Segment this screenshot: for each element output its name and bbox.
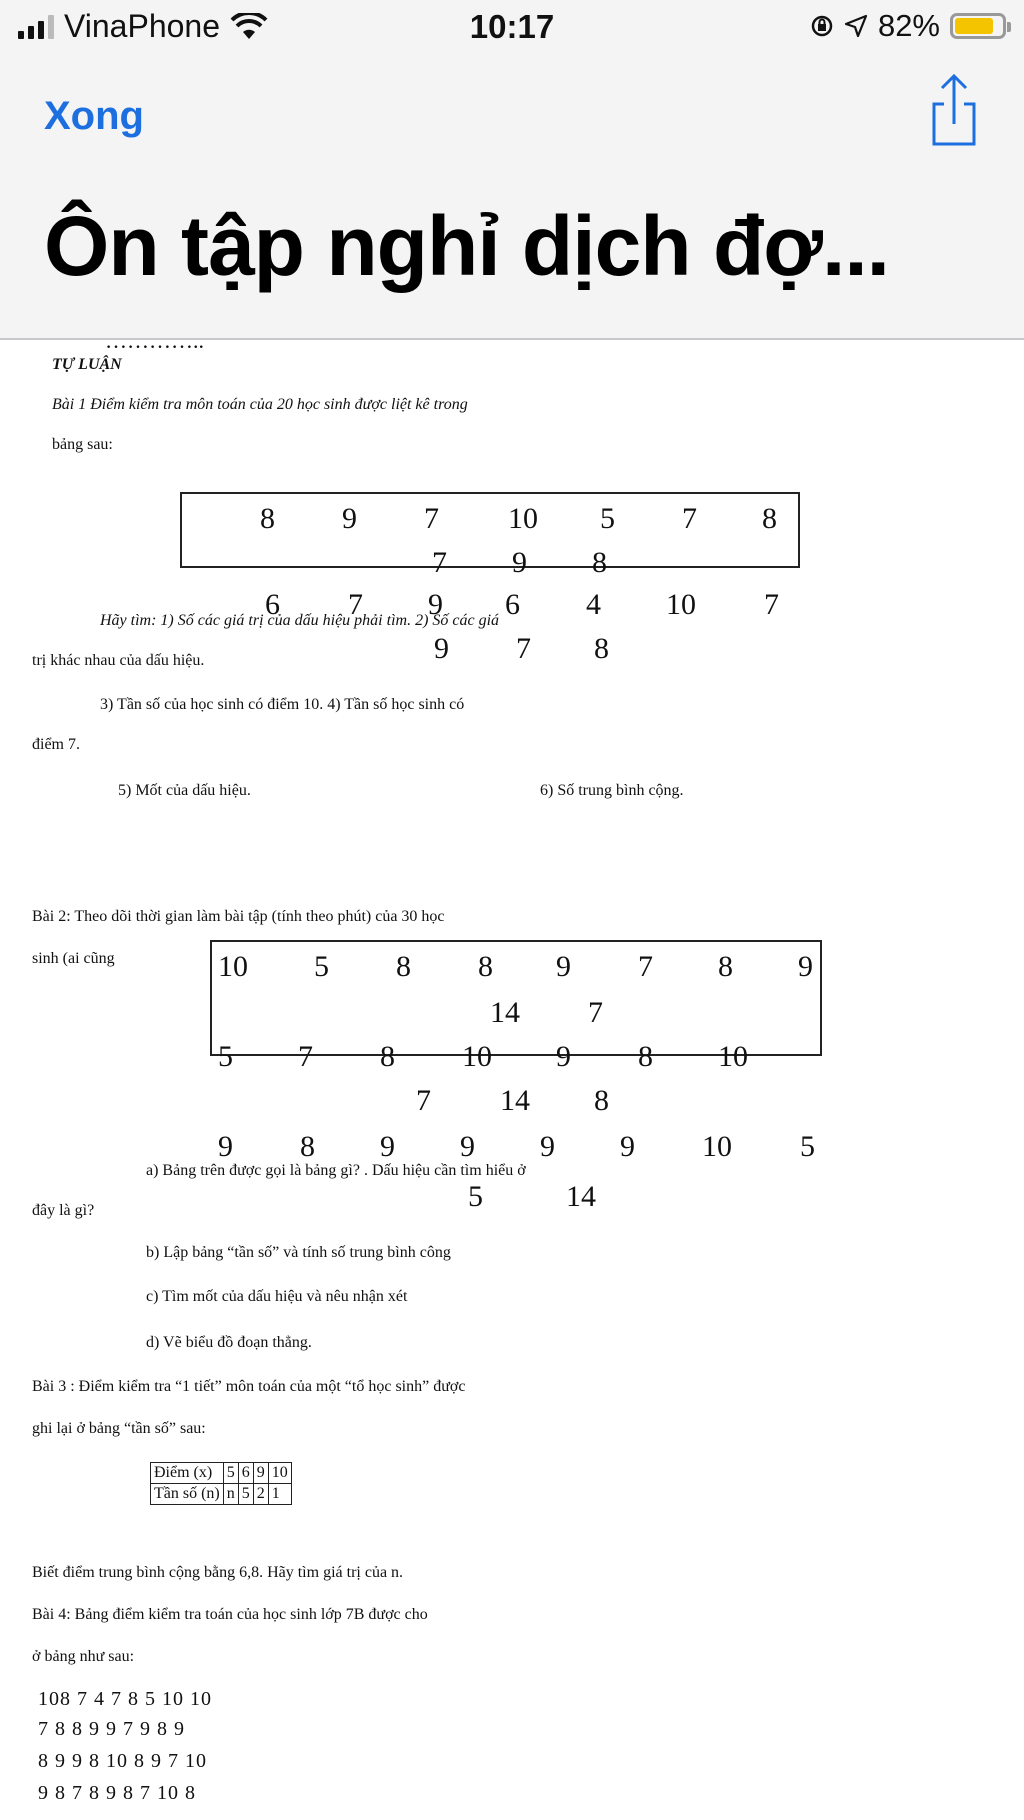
nav-bar [0,58,1024,340]
data-cell: 5 [314,950,329,983]
data-cell: 9 [512,546,527,579]
bai2-line1 [32,908,445,926]
bai2-question-b: b) Lập bảng “tần số” và tính số trung bình công [146,1244,451,1261]
data-cell: 8 [380,1040,395,1073]
data-cell: 7 [348,588,363,621]
bai3-frequency-table [150,1462,292,1505]
data-cell: 8 [762,502,777,535]
data-cell: 10 [218,950,248,983]
battery-fill [955,18,993,34]
data-cell: 14 [500,1084,530,1117]
data-cell: 9 [218,1130,233,1163]
table-cell: 2 [253,1484,268,1505]
data-cell: 5 [218,1040,233,1073]
table-cell: 1 [268,1484,291,1505]
bai1-line2: bảng sau: [52,436,113,453]
data-cell: 8 [478,950,493,983]
bai2-line2: sinh (ai cũng [32,950,115,967]
dotted-line: ………….. [105,328,204,353]
data-cell: 14 [490,996,520,1029]
bai2-question-c: c) Tìm mốt của dấu hiệu và nêu nhận xét [146,1288,408,1305]
data-cell: 8 [260,502,275,535]
data-cell: 8 [638,1040,653,1073]
share-button[interactable] [926,72,982,148]
bai1-question-5: 5) Mốt của dấu hiệu. [118,782,251,799]
data-cell: 8 [594,632,609,665]
data-cell: 6 [505,588,520,621]
data-cell: 7 [298,1040,313,1073]
data-cell: 9 [620,1130,635,1163]
table-cell: Điểm (x) [151,1463,224,1484]
bai2-question-a2: đây là gì? [32,1202,95,1219]
data-cell: 7 [588,996,603,1029]
bai1-question-6: 6) Số trung bình cộng. [540,782,684,799]
section-heading: TỰ LUẬN [52,356,122,373]
data-cell: 9 [556,1040,571,1073]
data-cell: 7 [432,546,447,579]
table-cell: 5 [238,1484,253,1505]
battery-percent: 82% [877,8,940,43]
bai1-question-3: 3) Tần số của học sinh có điểm 10. 4) Tần số học sinh có [100,696,465,713]
bai3-line2: ghi lại ở bảng “tần số” sau: [32,1420,206,1437]
orientation-lock-icon [810,14,834,38]
table-cell: 5 [223,1463,238,1484]
data-cell: 8 [396,950,411,983]
data-cell: 7 [516,632,531,665]
data-cell: 7 [638,950,653,983]
data-cell: 9 [556,950,571,983]
data-cell: 6 [265,588,280,621]
data-cell: 9 [434,632,449,665]
data-cell: 9 [342,502,357,535]
data-cell: 10 [718,1040,748,1073]
clock: 10:17 [469,8,555,45]
data-cell: 8 [300,1130,315,1163]
data-cell: 8 [718,950,733,983]
data-cell: 10 [462,1040,492,1073]
table-cell: 9 [253,1463,268,1484]
bai2-line1-text: Bài 2: Theo dõi thời gian làm bài tập (tính theo phút) của 30 học [32,908,445,925]
data-cell: 14 [566,1180,596,1213]
bai1-question-3b: điểm 7. [32,736,80,753]
bai3-line3: Biết điểm trung bình cộng bằng 6,8. Hãy tìm giá trị của n. [32,1564,404,1581]
carrier-label: VinaPhone [64,8,220,44]
bai1-q1-text: Hãy tìm: 1) Số các giá trị của dấu hiệu phải tìm. 2) Số các giá [100,612,500,629]
table-cell: Tần số (n) [151,1484,224,1505]
data-cell: 4 [586,588,601,621]
data-cell: 5 [800,1130,815,1163]
bai2-question-d: d) Vẽ biểu đồ đoạn thẳng. [146,1334,312,1351]
location-icon [844,14,868,38]
data-cell: 9 [540,1130,555,1163]
data-cell: 7 [682,502,697,535]
data-cell: 10 [666,588,696,621]
status-right [810,8,1006,44]
data-cell: 9 [428,588,443,621]
bai4-line1: Bài 4: Bảng điểm kiểm tra toán của học sinh lớp 7B được cho [32,1606,428,1623]
bai4-line2: ở bảng như sau: [32,1648,135,1665]
table-cell: 10 [268,1463,291,1484]
data-cell: 9 [380,1130,395,1163]
bai3-line1: Bài 3 : Điểm kiểm tra “1 tiết” môn toán của một “tổ học sinh” được [32,1378,466,1395]
done-button[interactable]: Xong [44,94,144,138]
bai4-data-row: 8 9 9 8 10 8 9 7 10 [38,1750,207,1772]
data-cell: 5 [600,502,615,535]
bai4-data-row: 7 8 8 9 9 7 9 8 9 [38,1718,185,1740]
data-cell: 9 [798,950,813,983]
table-row [151,1463,292,1484]
data-cell: 7 [764,588,779,621]
data-cell: 7 [424,502,439,535]
data-cell: 7 [416,1084,431,1117]
table-cell: 6 [238,1463,253,1484]
bai4-data-row: 108 7 4 7 8 5 10 10 [38,1688,212,1710]
bai1-question-1 [100,612,499,630]
bai1-line1: Bài 1 Điểm kiểm tra môn toán của 20 học sinh được liệt kê trong [52,396,468,413]
table-row [151,1484,292,1505]
bai4-data-row: 9 8 7 8 9 8 7 10 8 [38,1782,196,1804]
battery-icon [950,13,1006,39]
data-cell: 8 [592,546,607,579]
data-cell: 8 [594,1084,609,1117]
bai1-question-1b: trị khác nhau của dấu hiệu. [32,652,205,669]
page-title: Ôn tập nghỉ dịch đợ... [44,199,889,293]
data-cell: 9 [460,1130,475,1163]
table-cell: n [223,1484,238,1505]
data-cell: 10 [702,1130,732,1163]
bai2-question-a: a) Bảng trên được gọi là bảng gì? . Dấu hiệu cần tìm hiểu ở [146,1162,526,1179]
share-icon [926,72,982,148]
status-bar [0,0,1024,58]
data-cell: 5 [468,1180,483,1213]
data-cell: 10 [508,502,538,535]
